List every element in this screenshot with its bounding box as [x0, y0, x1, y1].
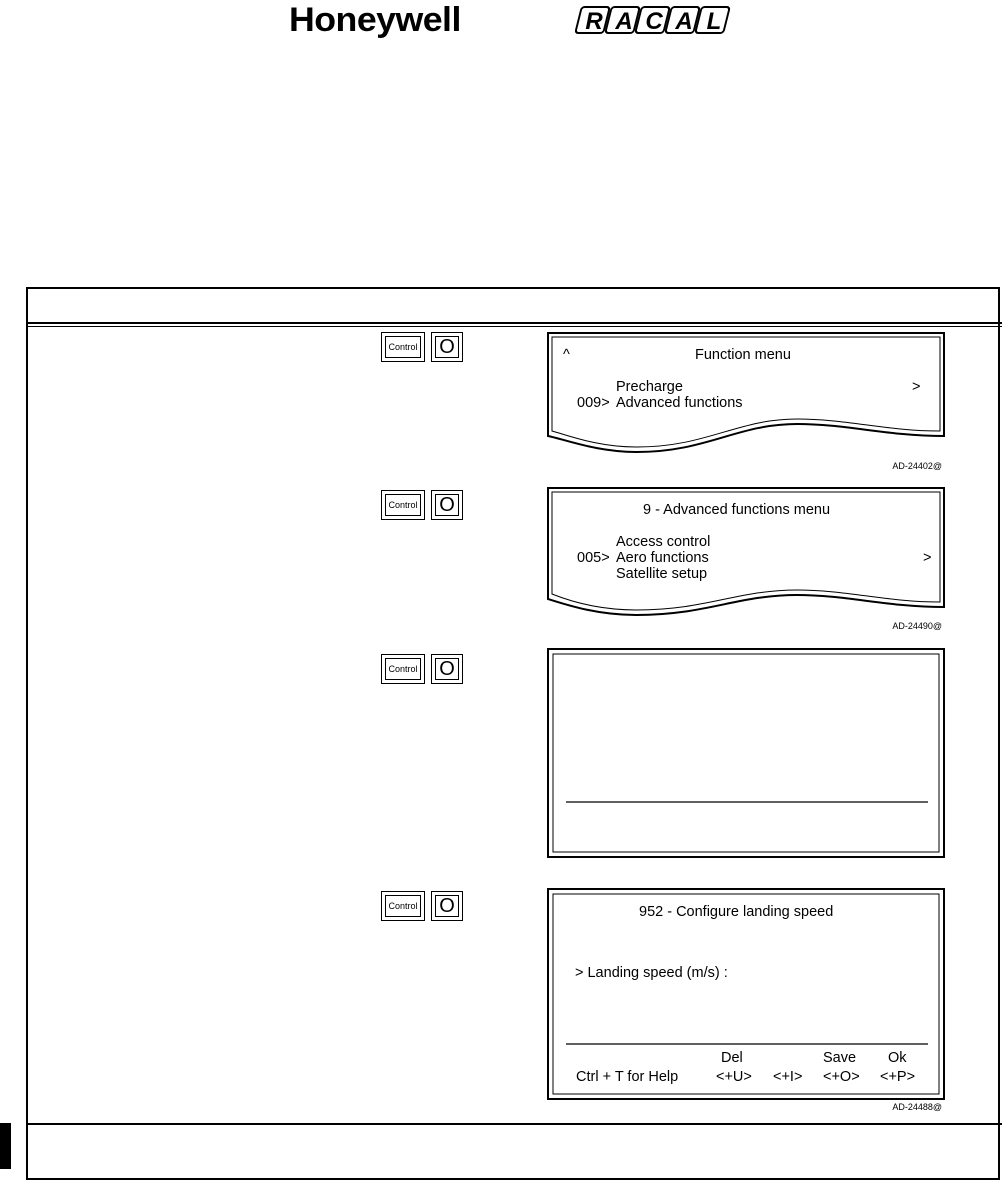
submenu-arrow: >	[912, 379, 921, 395]
honeywell-logo: Honeywell	[289, 1, 461, 39]
footer-divider	[26, 1123, 1002, 1125]
menu-up-caret: ^	[563, 347, 570, 363]
svg-text:L: L	[706, 8, 722, 34]
racal-logo	[574, 6, 734, 34]
svg-text:C: C	[645, 8, 663, 34]
o-key: O	[431, 654, 463, 684]
menu-item-satellite-setup: Satellite setup	[616, 566, 708, 582]
screen-title: Function menu	[695, 347, 791, 363]
configure-landing-speed-screen	[547, 888, 945, 1100]
ok-label: Ok	[888, 1050, 907, 1066]
i-key-hint: <+I>	[773, 1069, 803, 1085]
menu-item-advanced-functions: Advanced functions	[616, 395, 743, 411]
svg-text:A: A	[615, 8, 633, 34]
del-key-hint: <+U>	[716, 1069, 752, 1085]
control-key: Control	[381, 332, 425, 362]
menu-item-precharge: Precharge	[616, 379, 683, 395]
control-key: Control	[381, 654, 425, 684]
menu-item-access-control: Access control	[616, 534, 711, 550]
o-key: O	[431, 891, 463, 921]
save-key-hint: <+O>	[823, 1069, 860, 1085]
help-hint: Ctrl + T for Help	[576, 1069, 679, 1085]
landing-speed-field: > Landing speed (m/s) :	[575, 965, 728, 981]
o-key: O	[431, 490, 463, 520]
ok-key-hint: <+P>	[880, 1069, 916, 1085]
svg-text:R: R	[585, 8, 603, 34]
save-label: Save	[823, 1050, 857, 1066]
blank-screen	[547, 648, 945, 858]
advanced-functions-screen	[547, 487, 945, 627]
submenu-arrow: >	[923, 550, 932, 566]
control-key: Control	[381, 490, 425, 520]
screen-title: 9 - Advanced functions menu	[643, 502, 831, 518]
screen-title: 952 - Configure landing speed	[639, 904, 834, 920]
figure-reference-2: AD-24490@	[892, 621, 942, 631]
control-key: Control	[381, 891, 425, 921]
o-key: O	[431, 332, 463, 362]
menu-item-aero-functions: Aero functions	[616, 550, 709, 566]
del-label: Del	[721, 1050, 743, 1066]
svg-text:A: A	[675, 8, 693, 34]
header-divider-thin	[26, 326, 1002, 327]
figure-reference: AD-24488@	[892, 1102, 942, 1112]
menu-selection-code: 009>	[577, 395, 610, 411]
function-menu-screen	[547, 332, 945, 472]
header-divider	[26, 322, 1002, 324]
change-bar	[0, 1123, 11, 1169]
figure-reference: AD-24402@	[892, 461, 942, 471]
menu-selection-code: 005>	[577, 550, 610, 566]
